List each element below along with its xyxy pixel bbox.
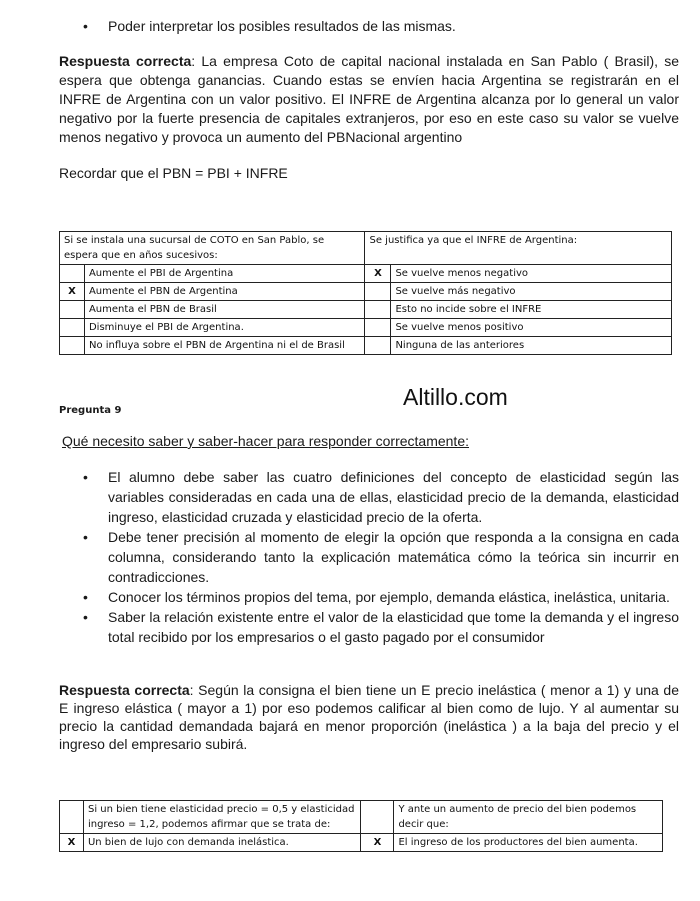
table-row xyxy=(60,283,672,301)
table-header-row xyxy=(60,801,663,834)
justification-text: Esto no incide sobre el INFRE xyxy=(391,301,672,319)
table-header-row xyxy=(60,232,672,265)
option-mark xyxy=(60,319,85,337)
answer-2-label: Respuesta correcta xyxy=(59,682,190,698)
table-row xyxy=(60,337,672,355)
answer-2-paragraph xyxy=(59,681,679,753)
option-text: Aumenta el PBN de Brasil xyxy=(84,301,365,319)
table-header-left: Si un bien tiene elasticidad precio = 0,5 y elasticidad ingreso = 1,2, podemos afirmar que se trata de: xyxy=(83,801,361,834)
section-heading: Qué necesito saber y saber-hacer para responder correctamente: xyxy=(62,433,469,449)
option-text: Aumente el PBN de Argentina xyxy=(84,283,365,301)
list-item: • Debe tener precisión al momento de elegir la opción que responda a la consigna en cada columna, considerando tanto la explicación matemática cómo la teórica sin incurrir en contradicciones. xyxy=(59,527,679,587)
justification-mark xyxy=(365,283,391,301)
justification-mark xyxy=(365,301,391,319)
answer-2-text: : Según la consigna el bien tiene un E precio inelástica ( menor a 1) y una de E ingreso elástica ( mayor a 1) por eso podemos calificar al bien como de lujo. Y al aumentar su precio la cantidad demandada bajará en menor proporción (inelástica ) a la baja del precio y el ingreso del empresario subirá. xyxy=(59,682,679,752)
header-mark-right xyxy=(361,801,394,834)
table-row xyxy=(60,834,663,852)
question-heading: Pregunta 9 xyxy=(59,405,122,416)
option-mark: X xyxy=(60,834,84,852)
intro-bullet: • Poder interpretar los posibles resultados de las mismas. xyxy=(59,16,679,36)
list-item: • Conocer los términos propios del tema, por ejemplo, demanda elástica, inelástica, unitaria. xyxy=(59,587,679,607)
table-row xyxy=(60,301,672,319)
table-row xyxy=(60,319,672,337)
question-8-table xyxy=(59,231,672,355)
answer-1-label: Respuesta correcta xyxy=(59,53,192,69)
table-header-left: Si se instala una sucursal de COTO en San Pablo, se espera que en años sucesivos: xyxy=(60,232,365,265)
question-9-table xyxy=(59,800,663,852)
option-mark xyxy=(60,337,85,355)
option-mark: X xyxy=(60,283,85,301)
justification-text: Se vuelve más negativo xyxy=(391,283,672,301)
justification-mark xyxy=(365,337,391,355)
option-mark xyxy=(60,301,85,319)
justification-mark: X xyxy=(361,834,394,852)
pbn-reminder: Recordar que el PBN = PBI + INFRE xyxy=(59,165,288,181)
option-mark xyxy=(60,265,85,283)
justification-text: Se vuelve menos positivo xyxy=(391,319,672,337)
answer-1-text: : La empresa Coto de capital nacional instalada en San Pablo ( Brasil), se espera que obtenga ganancias. Cuando estas se envíen hacia Argentina se registrarán en el INFRE de Argentina con un valor positivo. El INFRE de Argentina alcanza por lo general un valor negativo por la fuerte presencia de capitales extranjeros, por eso en este caso su valor se vuelve menos negativo y provoca un aumento del PBNacional argentino xyxy=(59,53,679,145)
requirements-list xyxy=(59,467,679,647)
justification-mark xyxy=(365,319,391,337)
list-item: • Saber la relación existente entre el valor de la elasticidad que tome la demanda y el ingreso total recibido por los empresarios o el gasto pagado por el consumidor xyxy=(59,607,679,647)
justification-text: El ingreso de los productores del bien aumenta. xyxy=(394,834,663,852)
header-mark-left xyxy=(60,801,84,834)
watermark-text: Altillo.com xyxy=(403,384,508,410)
table-header-right: Y ante un aumento de precio del bien podemos decir que: xyxy=(394,801,663,834)
justification-mark: X xyxy=(365,265,391,283)
list-item: • El alumno debe saber las cuatro definiciones del concepto de elasticidad según las variables consideradas en cada una de ellas, elasticidad precio de la demanda, elasticidad ingreso, elasticidad cruzada y elasticidad precio de la oferta. xyxy=(59,467,679,527)
intro-bullet-list xyxy=(59,16,679,36)
option-text: No influya sobre el PBN de Argentina ni el de Brasil xyxy=(84,337,365,355)
option-text: Disminuye el PBI de Argentina. xyxy=(84,319,365,337)
table-header-right: Se justifica ya que el INFRE de Argentina: xyxy=(365,232,672,265)
justification-text: Se vuelve menos negativo xyxy=(391,265,672,283)
option-text: Un bien de lujo con demanda inelástica. xyxy=(83,834,361,852)
option-text: Aumente el PBI de Argentina xyxy=(84,265,365,283)
justification-text: Ninguna de las anteriores xyxy=(391,337,672,355)
answer-1-paragraph xyxy=(59,52,679,147)
table-row xyxy=(60,265,672,283)
